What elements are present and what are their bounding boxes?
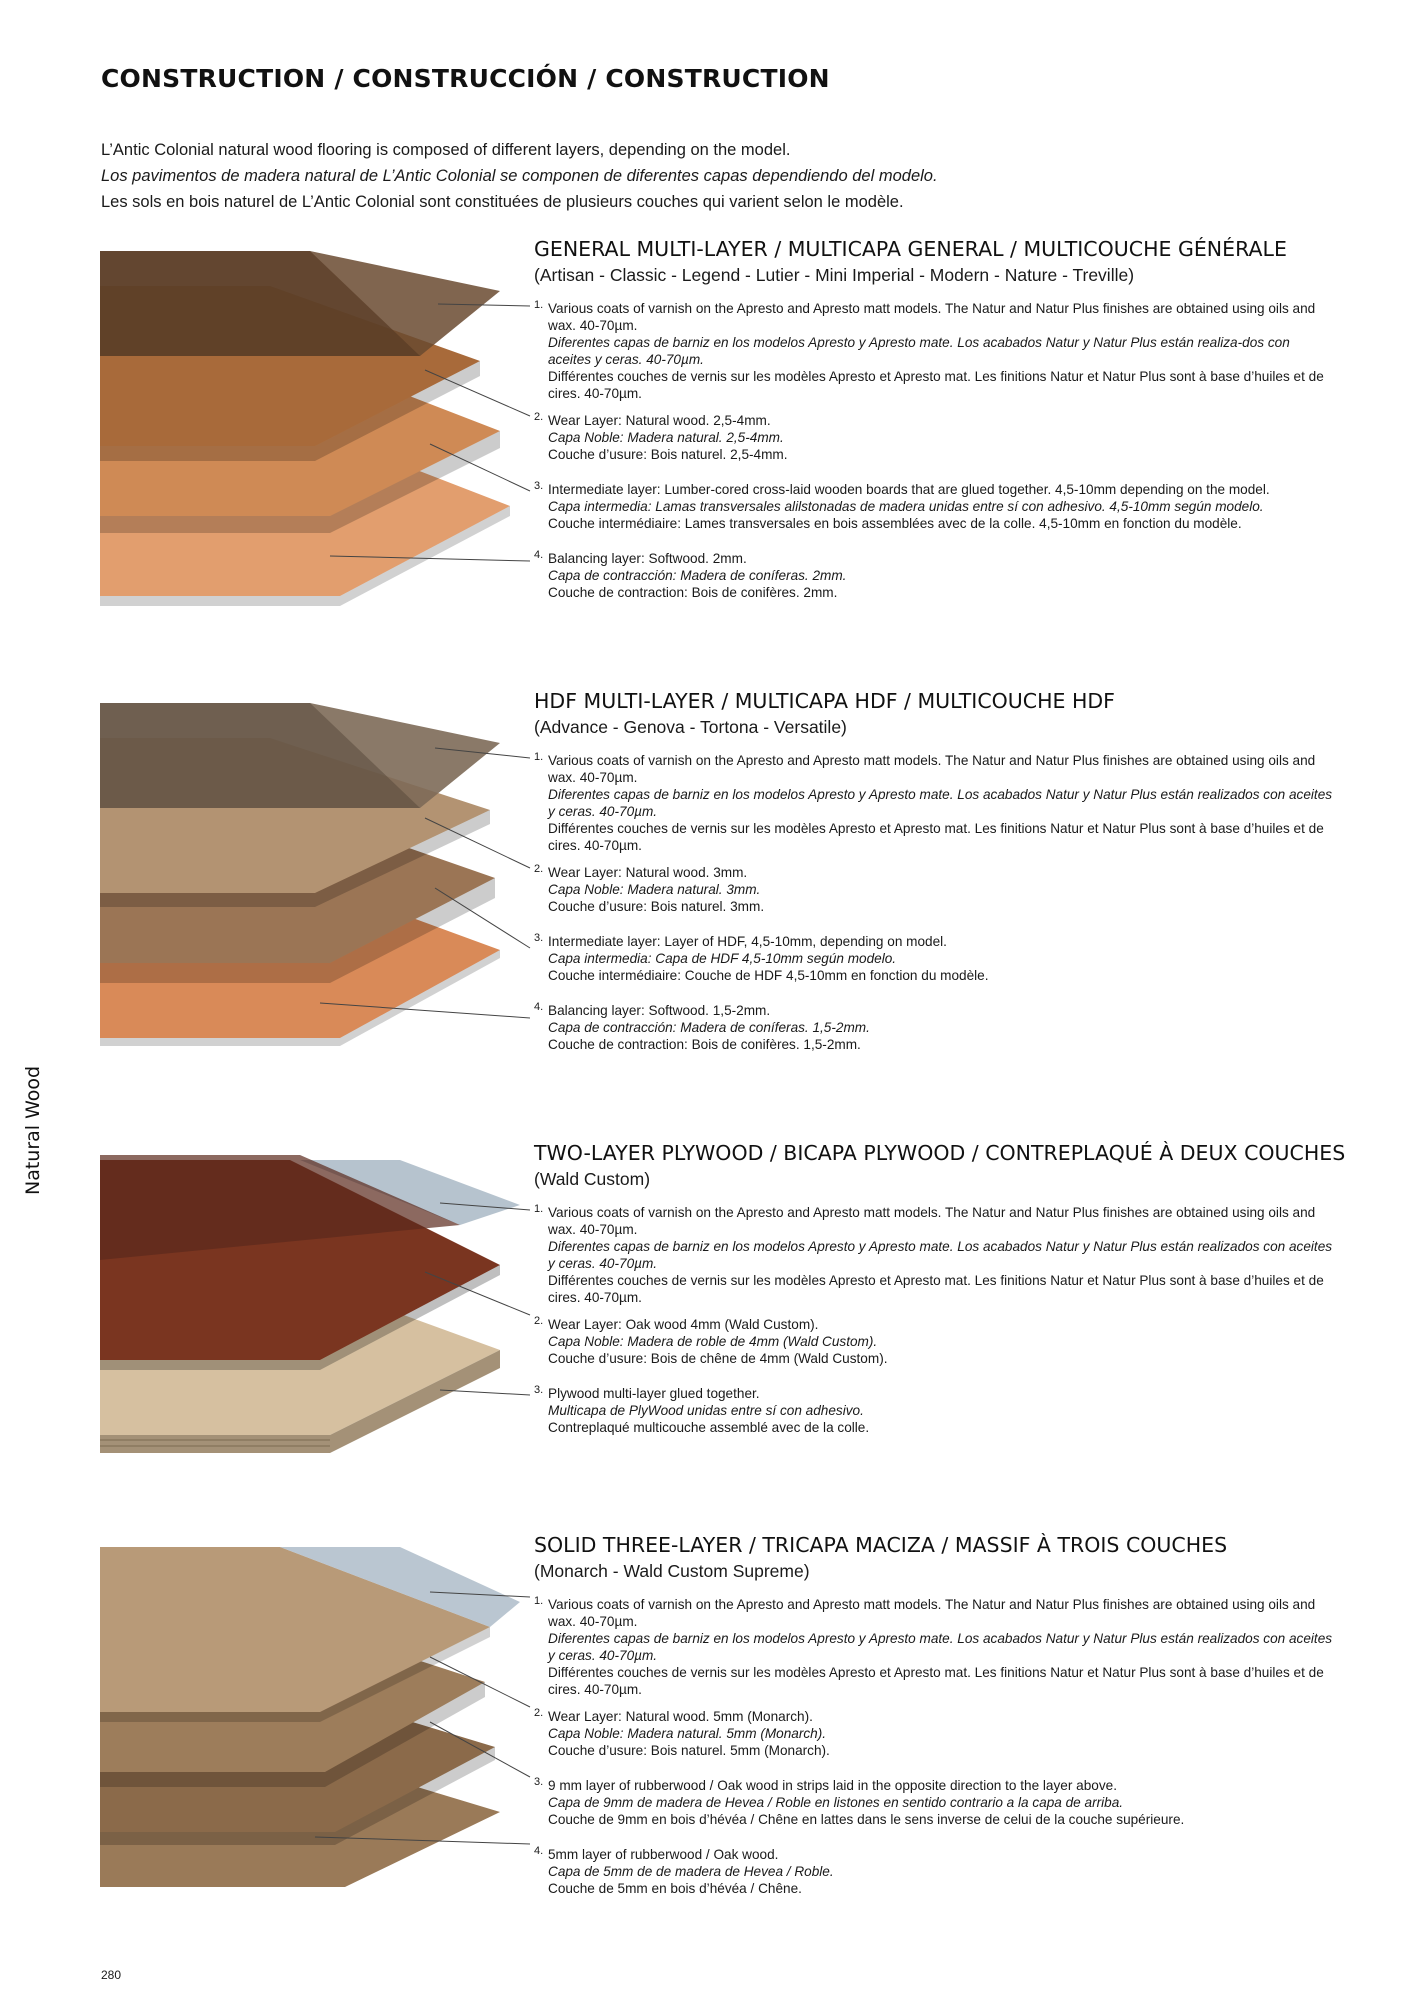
page-number: 280	[101, 1968, 122, 1982]
item-en: Balancing layer: Softwood. 2mm.	[548, 551, 747, 566]
item-number: 1.	[534, 299, 544, 311]
general-multilayer-layers-illustration	[100, 236, 560, 606]
item-es: Capa Noble: Madera de roble de 4mm (Wald Custom).	[548, 1334, 878, 1349]
layer-item-1	[534, 752, 1334, 854]
item-number: 1.	[534, 1595, 544, 1607]
intro-es: Los pavimentos de madera natural de L’Antic Colonial se componen de diferentes capas dependiendo del modelo.	[101, 167, 938, 185]
intro-en: L’Antic Colonial natural wood flooring is composed of different layers, depending on the model.	[101, 141, 791, 159]
section-title: HDF MULTI-LAYER / MULTICAPA HDF / MULTICOUCHE HDF	[534, 689, 1115, 713]
layer-item-3	[534, 1385, 1334, 1436]
item-fr: Couche d’usure: Bois naturel. 3mm.	[548, 899, 765, 914]
section-models: (Artisan - Classic - Legend - Lutier - Mini Imperial - Modern - Nature - Treville)	[534, 265, 1135, 285]
item-en: Wear Layer: Natural wood. 3mm.	[548, 865, 748, 880]
item-number: 4.	[534, 1845, 544, 1857]
item-en: Various coats of varnish on the Apresto and Apresto matt models. The Natur and Natur Plus finishes are obtained using oils and wax. 40-70µm.	[548, 753, 1316, 785]
item-es: Diferentes capas de barniz en los modelos Apresto y Apresto mate. Los acabados Natur y Natur Plus están realizados con aceites y ceras. 40-70µm.	[548, 1631, 1333, 1663]
item-en: Plywood multi-layer glued together.	[548, 1386, 760, 1401]
layer-item-1	[534, 300, 1334, 402]
item-fr: Différentes couches de vernis sur les modèles Apresto et Apresto mat. Les finitions Natur et Natur Plus sont à base d’huiles et de cires. 40-70µm.	[548, 821, 1324, 853]
item-number: 3.	[534, 1776, 544, 1788]
item-en: Various coats of varnish on the Apresto and Apresto matt models. The Natur and Natur Plus finishes are obtained using oils and wax. 40-70µm.	[548, 1205, 1316, 1237]
item-number: 2.	[534, 411, 544, 423]
hdf-multilayer-layers-illustration	[100, 688, 560, 1058]
item-fr: Couche intermédiaire: Lames transversales en bois assemblées avec de la colle. 4,5-10mm en fonction du modèle.	[548, 516, 1242, 531]
layer-item-3	[534, 1777, 1334, 1828]
item-es: Capa intermedia: Lamas transversales alilstonadas de madera unidas entre sí con adhesivo. 4,5-10mm según modelo.	[548, 499, 1264, 514]
item-fr: Couche de 5mm en bois d’hévéa / Chêne.	[548, 1881, 802, 1896]
item-es: Capa de 5mm de de madera de Hevea / Roble.	[548, 1864, 834, 1879]
layer-item-2	[534, 1316, 1334, 1367]
item-fr: Contreplaqué multicouche assemblé avec de la colle.	[548, 1420, 870, 1435]
item-fr: Couche de 9mm en bois d’hévéa / Chêne en lattes dans le sens inverse de celui de la couche supérieure.	[548, 1812, 1185, 1827]
item-es: Capa intermedia: Capa de HDF 4,5-10mm según modelo.	[548, 951, 897, 966]
item-en: Wear Layer: Natural wood. 5mm (Monarch).	[548, 1709, 813, 1724]
item-fr: Différentes couches de vernis sur les modèles Apresto et Apresto mat. Les finitions Natur et Natur Plus sont à base d’huiles et de cires. 40-70µm.	[548, 1273, 1324, 1305]
layer-item-2	[534, 1708, 1334, 1759]
item-es: Capa Noble: Madera natural. 5mm (Monarch).	[548, 1726, 827, 1741]
item-fr: Couche intermédiaire: Couche de HDF 4,5-10mm en fonction du modèle.	[548, 968, 989, 983]
layer-item-1	[534, 1204, 1334, 1306]
item-en: Various coats of varnish on the Apresto and Apresto matt models. The Natur and Natur Plus finishes are obtained using oils and wax. 40-70µm.	[548, 1597, 1316, 1629]
item-es: Diferentes capas de barniz en los modelos Apresto y Apresto mate. Los acabados Natur y Natur Plus están realizados con aceites y ceras. 40-70µm.	[548, 1239, 1333, 1271]
item-es: Capa de contracción: Madera de coníferas. 2mm.	[548, 568, 847, 583]
item-number: 2.	[534, 1707, 544, 1719]
layer-item-2	[534, 864, 1334, 915]
intro-text	[101, 137, 1341, 215]
item-fr: Différentes couches de vernis sur les modèles Apresto et Apresto mat. Les finitions Natur et Natur Plus sont à base d’huiles et de cires. 40-70µm.	[548, 369, 1324, 401]
plywood-layers-illustration	[100, 1140, 560, 1460]
item-en: Wear Layer: Oak wood 4mm (Wald Custom).	[548, 1317, 819, 1332]
item-number: 2.	[534, 1315, 544, 1327]
item-es: Diferentes capas de barniz en los modelos Apresto y Apresto mate. Los acabados Natur y Natur Plus están realizados con aceites y ceras. 40-70µm.	[548, 787, 1333, 819]
item-en: Various coats of varnish on the Apresto and Apresto matt models. The Natur and Natur Plus finishes are obtained using oils and wax. 40-70µm.	[548, 301, 1316, 333]
item-fr: Couche de contraction: Bois de conifères. 2mm.	[548, 585, 838, 600]
page-title: CONSTRUCTION / CONSTRUCCIÓN / CONSTRUCTION	[101, 64, 830, 93]
section-title: GENERAL MULTI-LAYER / MULTICAPA GENERAL / MULTICOUCHE GÉNÉRALE	[534, 237, 1287, 261]
item-es: Capa Noble: Madera natural. 3mm.	[548, 882, 761, 897]
item-fr: Couche d’usure: Bois naturel. 5mm (Monarch).	[548, 1743, 830, 1758]
item-en: Balancing layer: Softwood. 1,5-2mm.	[548, 1003, 771, 1018]
item-number: 2.	[534, 863, 544, 875]
item-en: Intermediate layer: Layer of HDF, 4,5-10mm, depending on model.	[548, 934, 947, 949]
layer-item-3	[534, 481, 1334, 532]
item-en: 9 mm layer of rubberwood / Oak wood in strips laid in the opposite direction to the layer above.	[548, 1778, 1117, 1793]
layer-item-3	[534, 933, 1334, 984]
item-en: 5mm layer of rubberwood / Oak wood.	[548, 1847, 779, 1862]
item-fr: Couche de contraction: Bois de conifères. 1,5-2mm.	[548, 1037, 861, 1052]
layer-item-1	[534, 1596, 1334, 1698]
item-es: Capa de 9mm de madera de Hevea / Roble en listones en sentido contrario a la capa de arriba.	[548, 1795, 1124, 1810]
item-en: Intermediate layer: Lumber-cored cross-laid wooden boards that are glued together. 4,5-10mm depending on the model.	[548, 482, 1270, 497]
item-fr: Différentes couches de vernis sur les modèles Apresto et Apresto mat. Les finitions Natur et Natur Plus sont à base d’huiles et de cires. 40-70µm.	[548, 1665, 1324, 1697]
item-number: 1.	[534, 751, 544, 763]
layer-item-2	[534, 412, 1334, 463]
layer-item-4	[534, 1002, 1334, 1053]
section-title: SOLID THREE-LAYER / TRICAPA MACIZA / MASSIF À TROIS COUCHES	[534, 1533, 1228, 1557]
section-models: (Advance - Genova - Tortona - Versatile)	[534, 717, 847, 737]
layer-item-4	[534, 550, 1334, 601]
item-number: 3.	[534, 480, 544, 492]
solid-three-layer-layers-illustration	[100, 1532, 560, 1892]
item-en: Wear Layer: Natural wood. 2,5-4mm.	[548, 413, 771, 428]
item-number: 4.	[534, 549, 544, 561]
item-number: 4.	[534, 1001, 544, 1013]
item-es: Capa Noble: Madera natural. 2,5-4mm.	[548, 430, 784, 445]
item-es: Capa de contracción: Madera de coníferas. 1,5-2mm.	[548, 1020, 870, 1035]
item-number: 3.	[534, 1384, 544, 1396]
section-models: (Wald Custom)	[534, 1169, 651, 1189]
section-models: (Monarch - Wald Custom Supreme)	[534, 1561, 810, 1581]
item-es: Diferentes capas de barniz en los modelos Apresto y Apresto mate. Los acabados Natur y Natur Plus están realiza-dos con aceites y ceras. 40-70µm.	[548, 335, 1290, 367]
item-fr: Couche d’usure: Bois naturel. 2,5-4mm.	[548, 447, 788, 462]
intro-fr: Les sols en bois naturel de L’Antic Colonial sont constituées de plusieurs couches qui varient selon le modèle.	[101, 193, 904, 211]
side-category-label: Natural Wood	[22, 1065, 44, 1195]
item-es: Multicapa de PlyWood unidas entre sí con adhesivo.	[548, 1403, 864, 1418]
item-fr: Couche d’usure: Bois de chêne de 4mm (Wald Custom).	[548, 1351, 888, 1366]
section-title: TWO-LAYER PLYWOOD / BICAPA PLYWOOD / CONTREPLAQUÉ À DEUX COUCHES	[534, 1141, 1346, 1165]
item-number: 3.	[534, 932, 544, 944]
layer-item-4	[534, 1846, 1334, 1897]
item-number: 1.	[534, 1203, 544, 1215]
